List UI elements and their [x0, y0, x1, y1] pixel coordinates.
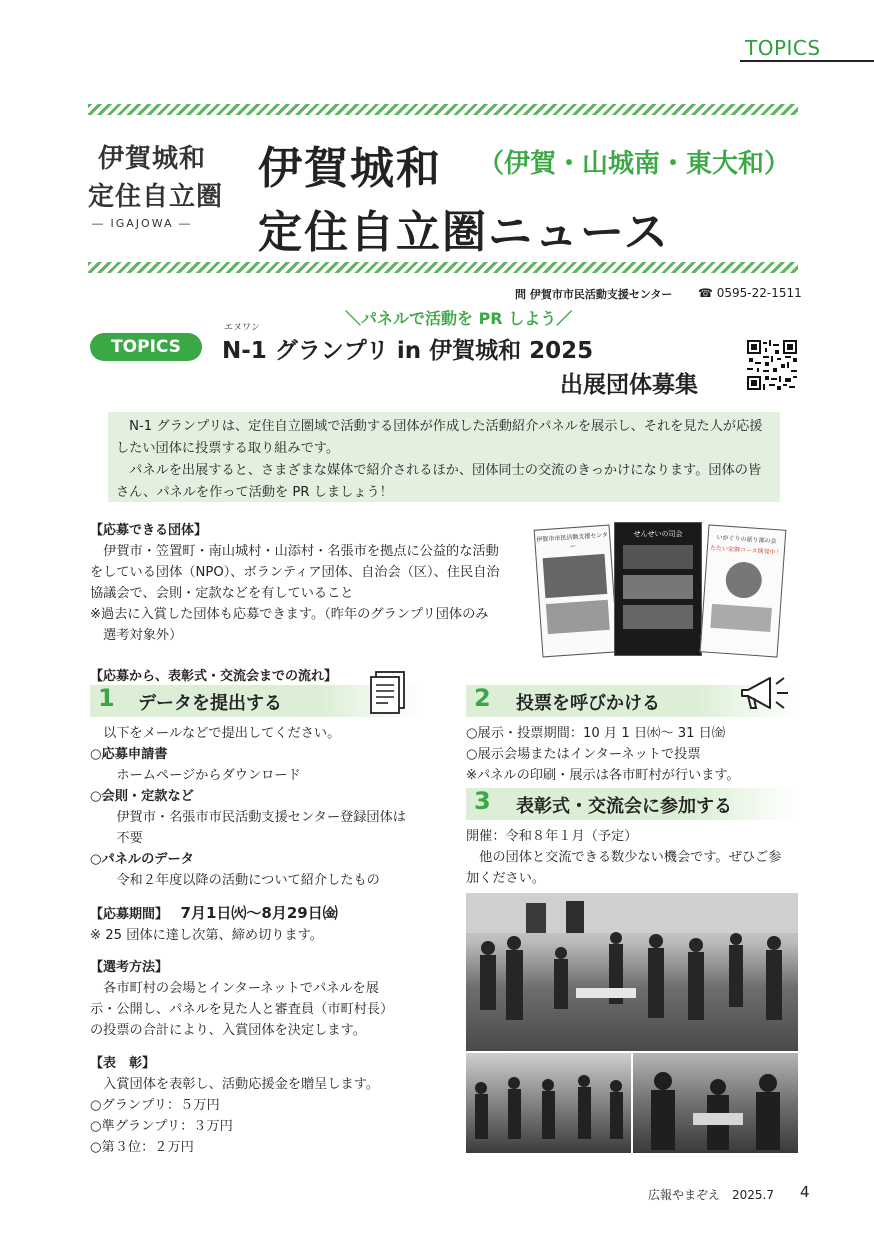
step-2-line: ○展示会場またはインターネットで投票	[466, 747, 701, 762]
photo-people-silhouettes	[466, 1053, 631, 1153]
award-line: 入賞団体を表彰し、活動応援金を贈呈します。	[90, 1077, 380, 1092]
contact-phone: ☎ 0595-22-1511	[698, 286, 802, 300]
period-value: 7月1日㈫～8月29日㈮	[180, 904, 338, 922]
step-3-number: 3	[474, 787, 491, 815]
selection-section	[90, 957, 460, 1041]
poster-2-photo	[623, 605, 693, 629]
photo-people-silhouettes	[466, 893, 798, 1051]
photo-people-silhouettes	[633, 1053, 798, 1153]
logo-line-3: ― IGAJOWA ―	[92, 217, 192, 230]
step-1-line: 以下をメールなどで提出してください。	[90, 726, 341, 741]
headline-ruby: エヌワン	[224, 323, 261, 333]
poster-image-2	[614, 522, 702, 656]
award-line: ○第３位：２万円	[90, 1140, 194, 1155]
qr-code-icon[interactable]	[747, 340, 797, 390]
step-2-line: ※パネルの印刷・展示は各市町村が行います。	[466, 768, 740, 783]
event-photo-left	[466, 1053, 631, 1153]
selection-line: 各市町村の会場とインターネットでパネルを展	[90, 981, 379, 996]
step-1-body	[90, 723, 450, 891]
page-title-line-1: 伊賀城和	[258, 143, 442, 194]
selection-heading: 【選考方法】	[90, 960, 169, 975]
poster-1-photo	[546, 600, 610, 634]
eligible-section	[90, 520, 530, 646]
step-1-line: ○パネルのデータ	[90, 852, 194, 867]
top-hatch-divider	[88, 104, 798, 115]
event-photo-right	[633, 1053, 798, 1153]
step-2-body	[466, 723, 796, 786]
poster-3-subtitle: たたい家御コース開発中！	[709, 544, 782, 557]
poster-3-photo	[710, 604, 772, 632]
footer-publication: 広報やまぞえ 2025.7	[648, 1188, 774, 1202]
poster-1-photo	[543, 554, 608, 598]
contact-organization: 問 伊賀市市民活動支援センター	[515, 288, 673, 301]
headline-line-1: N-1 グランプリ in 伊賀城和 2025	[222, 338, 594, 364]
eligible-heading: 【応募できる団体】	[90, 523, 208, 538]
poster-image-1	[534, 525, 619, 658]
page-title-line-2: 定住自立圏ニュース	[258, 207, 670, 258]
award-line: ○準グランプリ：３万円	[90, 1119, 233, 1134]
intro-paragraph-1: N-1 グランプリは、定住自立圏域で活動する団体が作成した活動紹介パネルを展示し、それを見た人が応援したい団体に投票する取り組みです。	[116, 419, 763, 456]
page-number: 4	[800, 1183, 810, 1201]
intro-box	[108, 412, 780, 502]
eligible-line: をしている団体（NPO）、ボランティア団体、自治会（区）、住民自治	[90, 565, 500, 580]
award-line: ○グランプリ：５万円	[90, 1098, 220, 1113]
selection-line: の投票の合計により、入賞団体を決定します。	[90, 1023, 366, 1038]
page-title-subtitle: （伊賀・山城南・東大和）	[478, 149, 791, 179]
step-3-label: 表彰式・交流会に参加する	[516, 796, 732, 817]
step-3-line: 加ください。	[466, 871, 546, 886]
step-2-line: ○展示・投票期間：10 月 1 日㈬～ 31 日㈮	[466, 726, 726, 741]
award-section	[90, 1053, 460, 1158]
step-1-line: 不要	[90, 831, 143, 846]
award-heading: 【表 彰】	[90, 1056, 156, 1071]
poster-2-photo	[623, 545, 693, 569]
step-1-line: ○応募申請書	[90, 747, 168, 762]
step-1-line: ホームページからダウンロード	[90, 768, 301, 783]
step-1-line: 令和２年度以降の活動について紹介したもの	[90, 873, 380, 888]
eligible-line: 協議会で、会則・定款などを有していること	[90, 586, 354, 601]
topics-pill: TOPICS	[90, 333, 202, 361]
logo-line-1: 伊賀城和	[98, 144, 207, 174]
step-1-line: ○会則・定款など	[90, 789, 194, 804]
intro-paragraph-2: パネルを出展すると、さまざまな媒体で紹介されるほか、団体同士の交流のきっかけになります。団体の皆さん、パネルを作って活動を PR しましょう！	[116, 463, 762, 500]
step-2-label: 投票を呼びかける	[516, 693, 660, 714]
poster-1-title: 伊賀市市民活動支援センター	[536, 531, 609, 551]
eligible-line: 伊賀市・笠置町・南山城村・山添村・名張市を拠点に公益的な活動	[90, 544, 499, 559]
poster-3-title: いがぐりの話り部の会	[716, 534, 777, 546]
logo-line-2: 定住自立圏	[88, 182, 224, 212]
document-icon	[368, 670, 410, 714]
eligible-line: 選考対象外）	[90, 628, 183, 643]
bottom-hatch-divider	[88, 262, 798, 273]
period-note: ※ 25 団体に達し次第、締め切ります。	[90, 928, 323, 943]
poster-3-photo	[725, 561, 763, 599]
eligible-line: ※過去に入賞した団体も応募できます。（昨年のグランプリ団体のみ	[90, 607, 489, 622]
event-photo-main	[466, 893, 798, 1051]
poster-2-title: せんせいの司会	[633, 530, 683, 538]
step-1-number: 1	[98, 684, 115, 712]
poster-image-3	[700, 524, 787, 657]
flow-heading: 【応募から、表彰式・交流会までの流れ】	[90, 669, 338, 684]
selection-line: 示・公開し、パネルを見た人と審査員（市町村長）	[90, 1002, 394, 1017]
step-3-body	[466, 826, 798, 889]
headline-line-2: 出展団体募集	[560, 372, 698, 398]
step-1-line: 伊賀市・名張市市民活動支援センター登録団体は	[90, 810, 406, 825]
step-2-number: 2	[474, 684, 491, 712]
step-3-line: 開催：令和８年１月（予定）	[466, 829, 638, 844]
section-label-underline	[740, 60, 874, 62]
step-1-label: データを提出する	[138, 693, 282, 714]
section-label: TOPICS	[745, 36, 821, 60]
period-section	[90, 903, 460, 946]
poster-2-photo	[623, 575, 693, 599]
megaphone-icon	[736, 670, 794, 716]
step-3-line: 他の団体と交流できる数少ない機会です。ぜひご参	[466, 850, 782, 865]
headline-tagline: ＼パネルで活動を PR しよう／	[345, 309, 573, 328]
period-heading: 【応募期間】	[90, 907, 169, 922]
